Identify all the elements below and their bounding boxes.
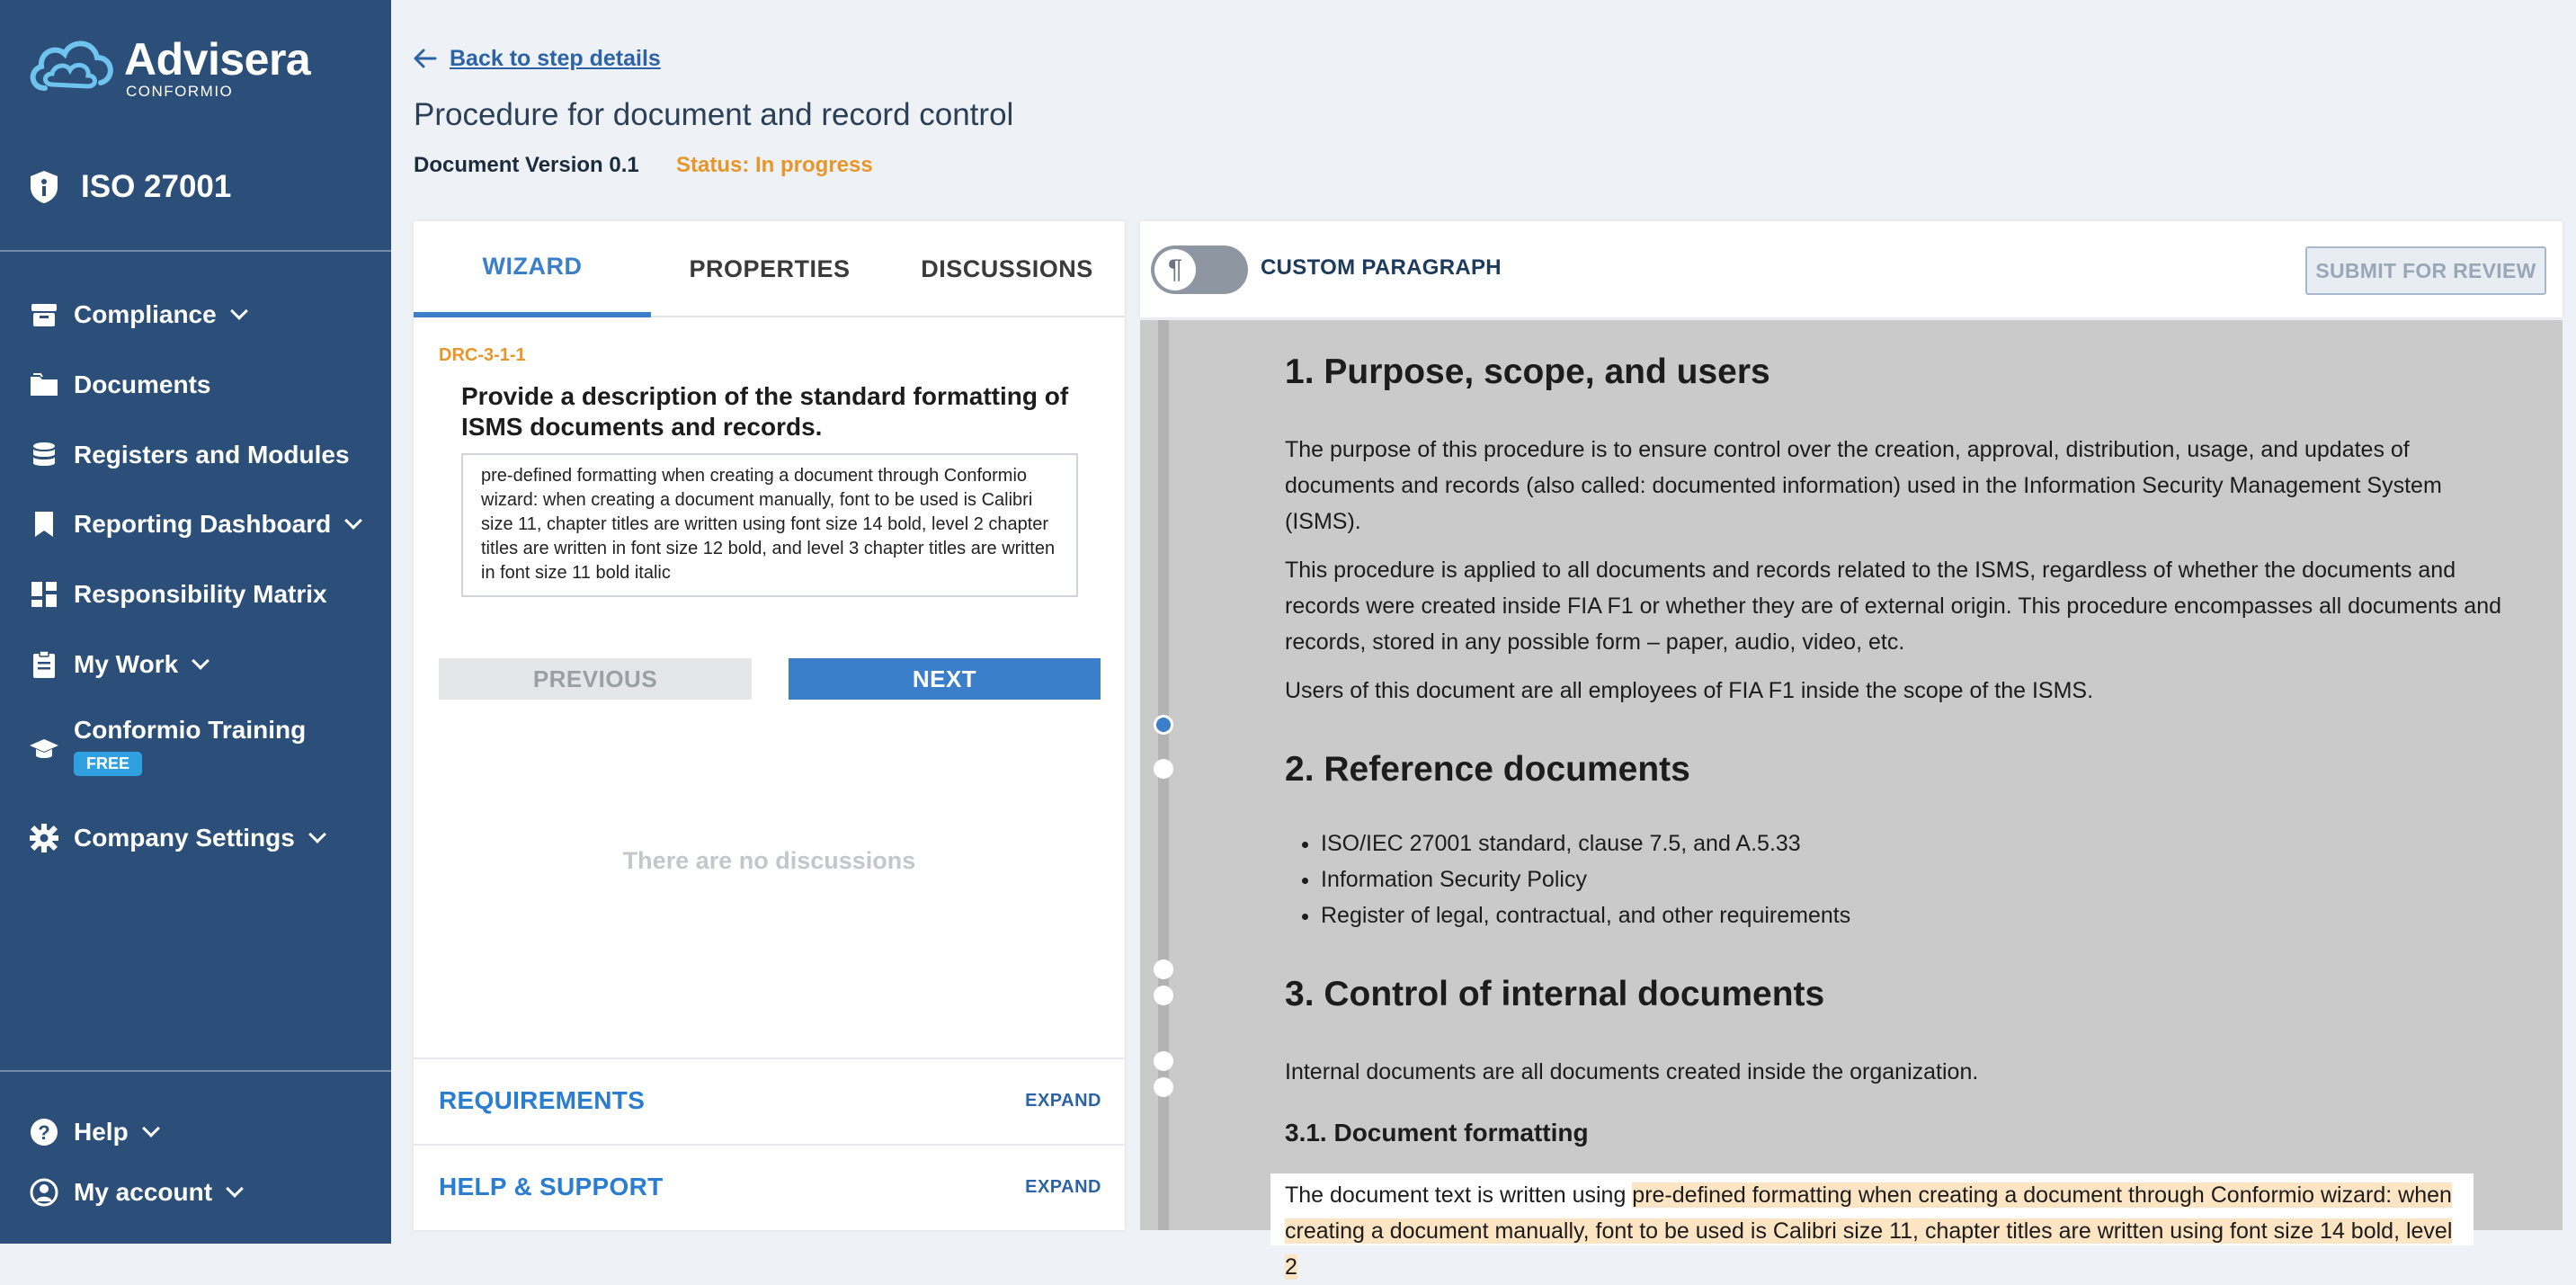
tab-discussions[interactable]: DISCUSSIONS <box>921 255 1093 282</box>
step-marker[interactable] <box>1154 759 1173 779</box>
chevron-down-icon <box>142 1120 160 1138</box>
list-item: • Information Security Policy <box>1321 861 1850 897</box>
sidebar-item-my-work[interactable] <box>29 649 207 680</box>
custom-paragraph-toggle[interactable] <box>1151 245 1248 294</box>
chevron-down-icon <box>192 652 209 670</box>
graduation-cap-icon <box>29 734 59 764</box>
sidebar-item-company-settings[interactable] <box>29 823 324 853</box>
shield-icon <box>29 169 59 205</box>
section-heading: 2. Reference documents <box>1285 750 1690 789</box>
archive-icon <box>29 299 59 330</box>
free-badge: FREE <box>74 752 142 776</box>
status-badge: Status: In progress <box>676 153 873 177</box>
paragraph: The purpose of this procedure is to ensure control over the creation, approval, distribution, usage, and updates of documents and records (also called: documented information) used in the Information Security Management System (ISMS). <box>1285 437 2442 534</box>
sidebar-item-documents[interactable] <box>29 370 210 400</box>
chevron-down-icon <box>230 302 248 320</box>
chevron-down-icon <box>308 825 326 843</box>
document-version: Document Version 0.1 <box>414 153 639 177</box>
sidebar-item-label: Responsibility Matrix <box>74 580 327 608</box>
sidebar-item-label: Registers and Modules <box>74 441 350 468</box>
tab-properties[interactable]: PROPERTIES <box>689 255 851 282</box>
reference-list <box>1321 825 1850 933</box>
back-to-step-details-link[interactable] <box>412 45 661 72</box>
wizard-answer-highlight: pre-defined formatting when creating a document through Conformio wizard: when creating a document manually, font to be used is Calibri size 11, chapter titles are written using font size 14 bold, level 2 <box>1285 1182 2453 1280</box>
help-support-section[interactable] <box>414 1144 1125 1228</box>
paragraph-prefix: The document text is written using <box>1285 1182 1633 1208</box>
answer-textarea[interactable]: pre-defined formatting when creating a document through Conformio wizard: when creating a document manually, font to be used is Calibri size 11, chapter titles are written using font size 14 bold, level 2 chapter titles are written in font size 12 bold, and level 3 chapter titles are written in font size 11 bold italic <box>461 453 1078 597</box>
sidebar-item-label: Reporting Dashboard <box>74 510 332 538</box>
paragraph: Internal documents are all documents created inside the organization. <box>1285 1059 1979 1084</box>
logo-subtitle: CONFORMIO <box>126 83 234 100</box>
custom-paragraph-label: CUSTOM PARAGRAPH <box>1261 255 1502 280</box>
submit-for-review-button[interactable]: SUBMIT FOR REVIEW <box>2305 246 2546 295</box>
sidebar-divider <box>0 250 391 252</box>
section-heading: 3. Control of internal documents <box>1285 975 1825 1013</box>
database-icon <box>29 440 59 470</box>
sidebar-item-reporting-dashboard[interactable] <box>29 509 360 540</box>
next-button[interactable]: NEXT <box>789 658 1101 700</box>
help-icon <box>29 1117 59 1147</box>
page-title: Procedure for document and record control <box>414 97 1014 132</box>
sidebar-item-training[interactable] <box>29 716 306 776</box>
svg-text:?: ? <box>38 1121 50 1144</box>
sidebar-item-label: Documents <box>74 370 211 398</box>
help-support-title: HELP & SUPPORT <box>439 1173 664 1200</box>
sidebar-item-my-account[interactable] <box>29 1177 241 1208</box>
sidebar-item-label: My account <box>74 1178 213 1206</box>
step-marker[interactable] <box>1154 1077 1173 1097</box>
cloud-logo-icon <box>25 32 119 104</box>
sidebar <box>0 0 391 1244</box>
step-marker[interactable] <box>1154 1051 1173 1071</box>
previous-button[interactable]: PREVIOUS <box>439 658 752 700</box>
step-marker[interactable] <box>1154 959 1173 979</box>
document-preview <box>1140 320 2563 1280</box>
document-toolbar <box>1140 221 2563 317</box>
step-marker-active[interactable] <box>1154 715 1173 735</box>
requirements-section[interactable] <box>414 1057 1125 1142</box>
panel-tabs <box>414 221 1125 317</box>
advisera-logo[interactable] <box>25 32 310 104</box>
product-label: ISO 27001 <box>81 169 232 204</box>
logo-title: Advisera <box>124 34 311 85</box>
sidebar-item-registers[interactable] <box>29 440 350 470</box>
sidebar-divider <box>0 1070 391 1072</box>
grid-icon <box>29 579 59 610</box>
requirements-expand-button[interactable]: EXPAND <box>1025 1090 1101 1111</box>
list-item: • Register of legal, contractual, and other requirements <box>1321 897 1850 933</box>
sidebar-item-label: My Work <box>74 650 179 678</box>
paragraph: This procedure is applied to all documents and records related to the ISMS, regardless of whether the documents and records were created inside FIA F1 or whether they are of external origin. This procedure encompasses all documents and records, stored in any possible form – paper, audio, video, etc. <box>1285 558 2502 655</box>
step-code: DRC-3-1-1 <box>439 345 526 365</box>
gear-icon <box>29 823 59 853</box>
wizard-question: Provide a description of the standard formatting of ISMS documents and records. <box>461 382 1069 441</box>
product-title[interactable] <box>29 169 231 205</box>
sidebar-item-compliance[interactable] <box>29 299 245 330</box>
paragraph-icon: ¶ <box>1154 249 1196 290</box>
wizard-panel <box>414 221 1125 1230</box>
chevron-down-icon <box>344 512 362 530</box>
paragraph: Users of this document are all employees of FIA F1 inside the scope of the ISMS. <box>1285 678 2094 703</box>
back-link-label: Back to step details <box>450 45 661 71</box>
step-marker[interactable] <box>1154 986 1173 1005</box>
user-circle-icon <box>29 1177 59 1208</box>
clipboard-icon <box>29 649 59 680</box>
arrow-left-icon <box>412 45 439 72</box>
sidebar-item-label: Company Settings <box>74 824 295 852</box>
sidebar-item-help[interactable] <box>29 1117 157 1147</box>
chevron-down-icon <box>226 1180 244 1198</box>
help-support-expand-button[interactable]: EXPAND <box>1025 1176 1101 1197</box>
highlighted-paragraph[interactable] <box>1270 1173 2473 1280</box>
folder-icon <box>29 370 59 400</box>
section-heading: 1. Purpose, scope, and users <box>1285 352 1770 391</box>
sidebar-item-label: Compliance <box>74 300 217 328</box>
tab-wizard[interactable]: WIZARD <box>414 221 651 317</box>
bookmark-icon <box>29 509 59 540</box>
requirements-title: REQUIREMENTS <box>439 1086 646 1114</box>
no-discussions-message: There are no discussions <box>622 847 916 874</box>
sidebar-item-label: Conformio Training <box>74 716 307 744</box>
sidebar-item-label: Help <box>74 1118 129 1146</box>
list-item: • ISO/IEC 27001 standard, clause 7.5, and A.5.33 <box>1321 825 1850 861</box>
subsection-heading: 3.1. Document formatting <box>1285 1119 1589 1147</box>
sidebar-item-responsibility-matrix[interactable] <box>29 579 327 610</box>
